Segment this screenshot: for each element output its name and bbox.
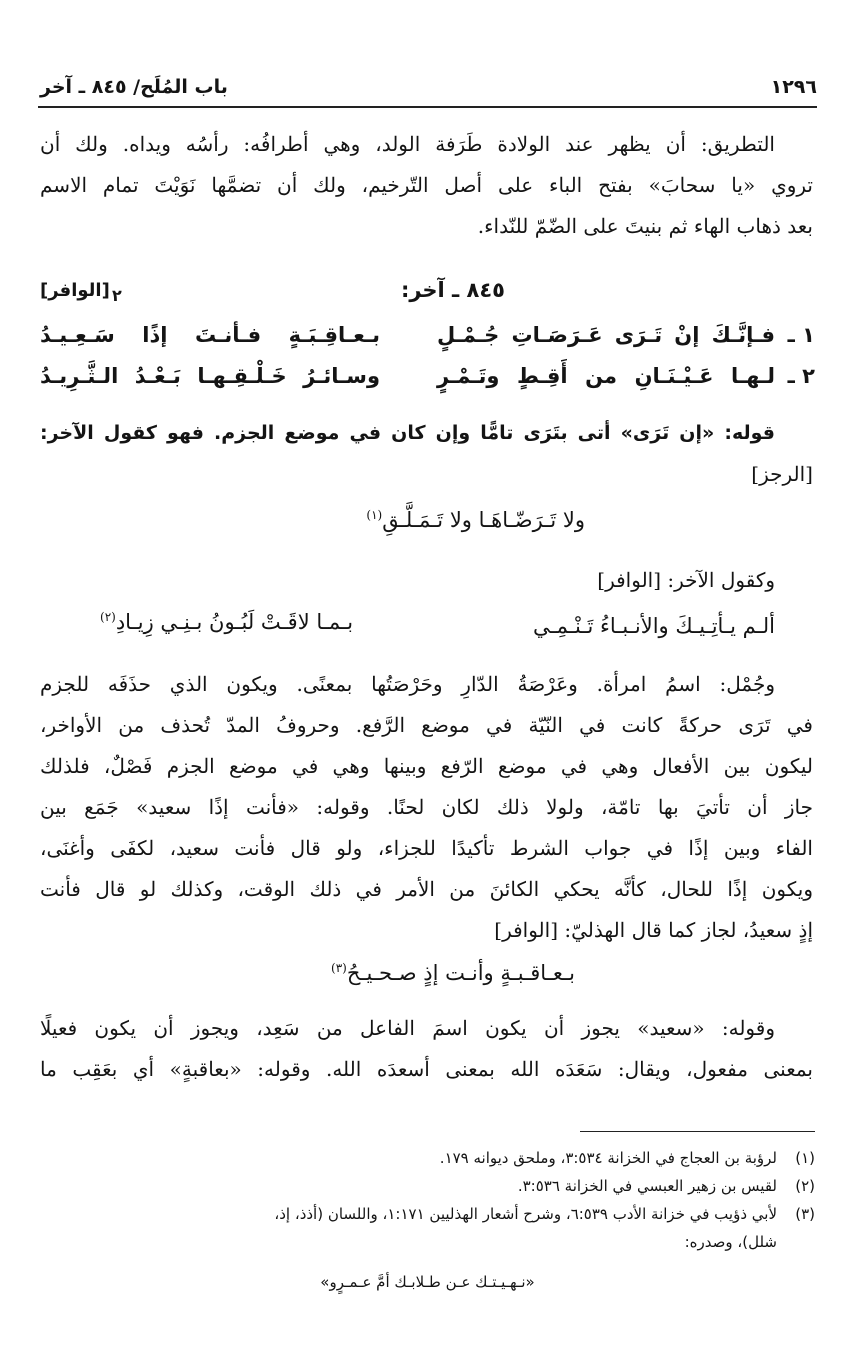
- commentary-line: وكقول الآخر: [الوافر]: [597, 568, 775, 592]
- commentary-line: الفاء وبين إذًا في جواب الشرط تأكيدًا للجزاء، ولو قال فأنت سعيد، لكفَى وأغنَى،: [40, 836, 813, 860]
- page-number: ١٢٩٦: [770, 76, 817, 98]
- commentary-line: وجُمْل: اسمُ امرأة. وعَرْصَةُ الدّارِ وحَرْصَتُها بمعنًى. ويكون الذي حذَفَه للجزم: [40, 672, 775, 696]
- page-header: [40, 72, 817, 102]
- commentary-line: إذٍ سعيدُ، لجاز كما قال الهذليّ: [الوافر]: [494, 918, 813, 942]
- footnote-ref: (٣): [331, 961, 347, 975]
- footnote-ref: (٢): [100, 610, 116, 624]
- section-heading: [40, 278, 815, 308]
- footnote-text: لأبي ذؤيب في خزانة الأدب ٦:٥٣٩، وشرح أشعار الهذليين ١:١٧١، واللسان (أذذ، إذ،: [274, 1205, 777, 1223]
- verse-second-hemistich: وسـائـرُ خَـلْـقِـهـا بَـعْـدُ الـثَّـرِيـدُ: [40, 364, 380, 388]
- poem-line: [331, 961, 575, 985]
- verse-number: ١ ـ: [787, 323, 815, 347]
- footnote: [40, 1146, 815, 1170]
- commentary-line: ليكون بين الأفعال وهي في موضع الرّفع وبينها وهي في موضع الجزم فَصْلٌ، فلذلك: [40, 754, 813, 778]
- poem-first-hemistich: ألـم يـأتِـيـكَ والأنـبـاءُ تَـنْـمِـي: [533, 614, 775, 638]
- intro-line: تروي «يا سحابَ» بفتح الباء على أصل التّرخيم، ولك أن تضمَّها نَوَيْتَ تمام الاسم: [40, 173, 813, 197]
- section-meter: [الوافر]: [40, 280, 110, 301]
- commentary-line: جاز أن تأتيَ بها تامّة، ولولا ذلك لكان لحنًا. وقوله: «فأنت إذًا سعيد» جَمَع بين: [40, 795, 813, 819]
- poem-text: بـمـا لاقَـتْ لَبُـونُ بـنِـي زِيـادِ: [115, 610, 354, 634]
- header-rule: [38, 106, 817, 108]
- footnote-number: (١): [795, 1149, 815, 1167]
- verse-second-hemistich: بـعـاقِـبَـةٍ فـأنـتَ إذًا سَـعِـيـدُ: [40, 323, 380, 347]
- verse-first-hemistich: لـهـا عَـيْـنَـانِ من أَقِـطٍ وتَـمْـرٍ: [437, 364, 775, 388]
- commentary-line: في تَرَى حركةً كانت في النّيّة في موضع الرَّفع. وحروفُ المدّ تُحذف من الأواخر،: [40, 713, 813, 737]
- commentary-line: قوله: «إن تَرَى» أتى بتَرَى تامًّا وإن كان في موضع الجزم. فهو كقول الآخر:: [40, 422, 775, 444]
- footnote: [40, 1202, 815, 1226]
- poem-text: بـعـاقـبـةٍ وأنـت إذٍ صـحـيـحُ: [346, 961, 575, 985]
- verse-first-hemistich: فـإنَّـكَ إنْ تَـرَى عَـرَصَـاتِ جُـمْـلٍ: [437, 323, 775, 347]
- footnote-continuation: شلل)، وصدره:: [684, 1233, 777, 1251]
- footnote-rule: [580, 1131, 815, 1132]
- verse-line: [40, 323, 815, 357]
- footnote-text: لرؤبة بن العجاج في الخزانة ٣:٥٣٤، وملحق ديوانه ١٧٩.: [439, 1149, 777, 1167]
- meter-label: [الرجز]: [751, 462, 813, 486]
- footnote-ref: (١): [366, 508, 383, 522]
- footnote-number: (٢): [795, 1177, 815, 1195]
- poem-text: ولا تَـرَضّـاهَـا ولا تَـمَـلَّـقِ: [382, 508, 585, 532]
- poem-second-hemistich: [100, 610, 353, 634]
- verse-number: ٢ ـ: [787, 364, 815, 388]
- running-title: باب المُلَح/ ٨٤٥ ـ آخر: [40, 76, 228, 98]
- section-title: ٨٤٥ ـ آخر:: [400, 278, 505, 302]
- footnote-text: لقيس بن زهير العبسي في الخزانة ٣:٥٣٦.: [517, 1177, 777, 1195]
- poem-line: [366, 508, 585, 532]
- section-mark: ٢: [112, 286, 122, 305]
- footnote-number: (٣): [795, 1205, 815, 1223]
- intro-line: بعد ذهاب الهاء ثم بنيتَ على الضّمّ للنّداء.: [477, 214, 813, 238]
- commentary-line: بمعنى مفعول، ويقال: سَعَدَه الله بمعنى أسعدَه الله. وقوله: «بعاقبةٍ» أي بعَقِب ما: [40, 1057, 813, 1081]
- footnote: [40, 1174, 815, 1198]
- footnote-verse: «نـهـيـتـك عـن طـلابـك أمَّ عـمـرٍو»: [320, 1273, 535, 1291]
- commentary-line: وقوله: «سعيد» يجوز أن يكون اسمَ الفاعل من سَعِد، ويجوز أن يكون فعيلًا: [40, 1016, 775, 1040]
- verse-line: [40, 364, 815, 398]
- intro-line: التطريق: أن يظهر عند الولادة طَرَفة الولد، وهي أطرافُه: رأسُه ويداه. ولك أن: [40, 132, 775, 156]
- commentary-line: ويكون إذًا للحال، كأنَّه يحكي الكائنَ من الأمر في ذلك الوقت، وكذلك لو قال فأنت: [40, 877, 813, 901]
